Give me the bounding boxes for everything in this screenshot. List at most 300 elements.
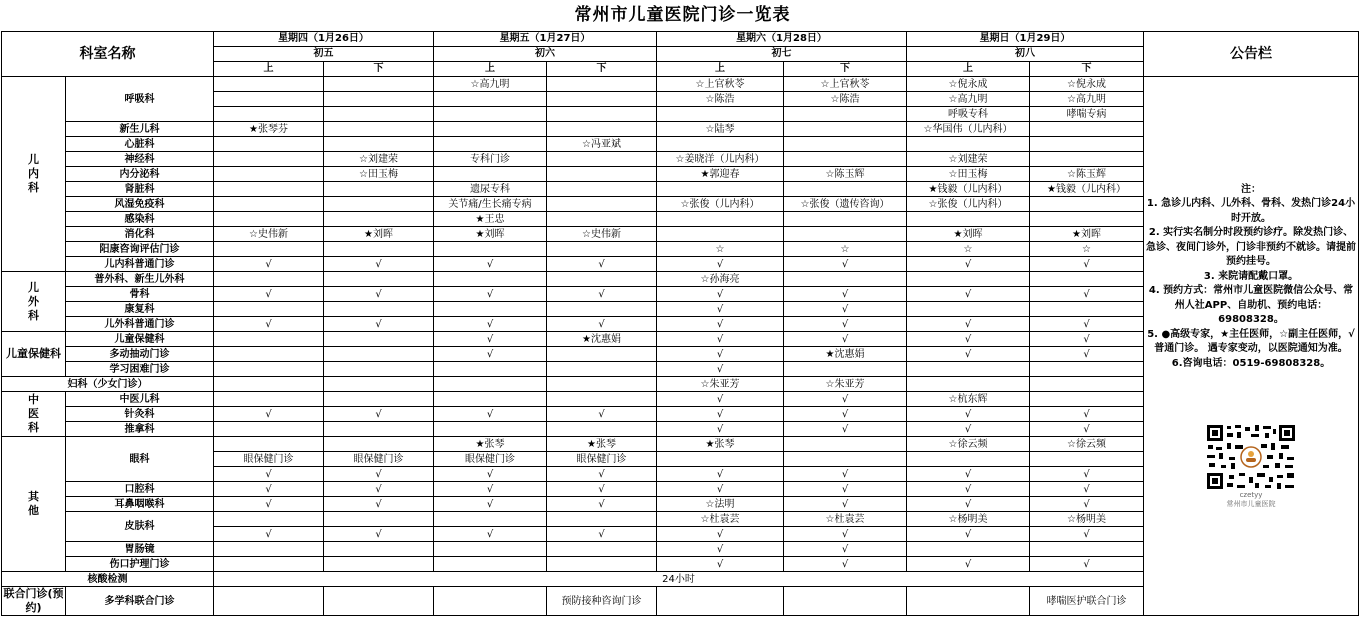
cell: ☆	[657, 242, 784, 257]
cell	[1030, 212, 1144, 227]
lunar-sun: 初八	[907, 47, 1144, 62]
cell: 遗尿专科	[434, 182, 547, 197]
cell: √	[784, 332, 907, 347]
cell	[784, 137, 907, 152]
cell	[784, 587, 907, 616]
cell	[214, 332, 324, 347]
cell	[214, 92, 324, 107]
cell: √	[324, 497, 434, 512]
cell: 预防接种咨询门诊	[547, 587, 657, 616]
dept-kouqiang: 口腔科	[66, 482, 214, 497]
cell	[214, 107, 324, 122]
cell: √	[434, 482, 547, 497]
cell	[214, 542, 324, 557]
cell: √	[434, 287, 547, 302]
notice-line: 1. 急诊儿内科、儿外科、骨科、发热门诊24小时开放。	[1146, 198, 1356, 224]
cell	[214, 302, 324, 317]
cell: √	[657, 302, 784, 317]
cell: ★郭迎春	[657, 167, 784, 182]
cell	[547, 122, 657, 137]
cell: ★沈惠娟	[784, 347, 907, 362]
cell	[657, 227, 784, 242]
cell: ★刘晖	[907, 227, 1030, 242]
category-surgery: 儿 外 科	[2, 272, 66, 332]
cell	[547, 92, 657, 107]
lunar-sat: 初七	[657, 47, 907, 62]
cell	[214, 242, 324, 257]
cell	[1030, 302, 1144, 317]
cell	[434, 422, 547, 437]
cell	[214, 422, 324, 437]
day-header-fri: 星期五（1月27日）	[434, 32, 657, 47]
cell: √	[214, 407, 324, 422]
cell: √	[907, 497, 1030, 512]
category-joint: 联合门诊(预约)	[3, 587, 64, 614]
cell	[547, 302, 657, 317]
cell: ★钱毅（儿内科）	[1030, 182, 1144, 197]
cell	[907, 137, 1030, 152]
cell: ☆	[784, 242, 907, 257]
cell	[547, 242, 657, 257]
cell: ☆陈玉辉	[784, 167, 907, 182]
cell	[434, 107, 547, 122]
cell	[324, 107, 434, 122]
cell	[324, 77, 434, 92]
cell: ☆张俊（遗传咨询）	[784, 197, 907, 212]
cell: ☆田玉梅	[324, 167, 434, 182]
cell: √	[657, 257, 784, 272]
cell: √	[214, 467, 324, 482]
cell: √	[1030, 257, 1144, 272]
cell: ☆姜晓洋（儿内科）	[657, 152, 784, 167]
cell: √	[657, 557, 784, 572]
cell	[547, 197, 657, 212]
cell	[324, 362, 434, 377]
cell	[784, 227, 907, 242]
cell: ☆张俊（儿内科）	[907, 197, 1030, 212]
cell: √	[907, 287, 1030, 302]
cell	[324, 272, 434, 287]
category-tcm: 中 医 科	[2, 392, 66, 437]
cell: ☆陆琴	[657, 122, 784, 137]
cell: √	[1030, 422, 1144, 437]
cell	[324, 542, 434, 557]
day-header-sat: 星期六（1月28日）	[657, 32, 907, 47]
cell	[434, 302, 547, 317]
cell	[784, 362, 907, 377]
cell: √	[214, 527, 324, 542]
cell: ☆高九明	[434, 77, 547, 92]
cell	[324, 332, 434, 347]
cell	[214, 212, 324, 227]
cell: √	[784, 557, 907, 572]
schedule-table	[1, 31, 1359, 616]
cell: √	[784, 407, 907, 422]
cell	[784, 122, 907, 137]
cell	[214, 347, 324, 362]
cell: √	[1030, 407, 1144, 422]
cell	[907, 302, 1030, 317]
cell	[324, 392, 434, 407]
cell: √	[907, 317, 1030, 332]
cell	[324, 242, 434, 257]
cell: ☆华国伟（儿内科）	[907, 122, 1030, 137]
cell: √	[657, 392, 784, 407]
cell	[434, 122, 547, 137]
cell	[1030, 272, 1144, 287]
cell	[907, 272, 1030, 287]
cell: √	[324, 287, 434, 302]
cell: √	[547, 257, 657, 272]
cell: √	[324, 317, 434, 332]
cell: ☆法明	[657, 497, 784, 512]
cell: √	[907, 407, 1030, 422]
cell	[547, 182, 657, 197]
category-other: 其 他	[2, 437, 66, 572]
notice-line: 注：	[1241, 183, 1261, 195]
cell	[1030, 197, 1144, 212]
cell: √	[547, 497, 657, 512]
cell	[1030, 377, 1144, 392]
dept-xuexi: 学习困难门诊	[66, 362, 214, 377]
cell: ☆张俊（儿内科）	[657, 197, 784, 212]
cell	[324, 347, 434, 362]
day-header-thu: 星期四（1月26日）	[214, 32, 434, 47]
cell	[434, 272, 547, 287]
cell	[1030, 452, 1144, 467]
cell: √	[547, 527, 657, 542]
cell: √	[657, 362, 784, 377]
cell: √	[784, 482, 907, 497]
dept-xiaohua: 消化科	[66, 227, 214, 242]
dept-zhenjiu: 针灸科	[66, 407, 214, 422]
cell: √	[1030, 497, 1144, 512]
cell: √	[784, 302, 907, 317]
am-label: 上	[434, 62, 547, 77]
cell: √	[214, 287, 324, 302]
cell	[547, 512, 657, 527]
cell: ☆陈玉辉	[1030, 167, 1144, 182]
cell: √	[434, 257, 547, 272]
cell: ★张琴芬	[214, 122, 324, 137]
cell: ☆	[907, 242, 1030, 257]
dept-puwai: 普外科、新生儿外科	[66, 272, 214, 287]
category-child-health: 儿童保健科	[2, 332, 66, 377]
cell	[214, 512, 324, 527]
cell: √	[547, 407, 657, 422]
cell: ☆陈浩	[657, 92, 784, 107]
notice-line: 5. ●高级专家，★主任医师，☆副主任医师，√普通门诊。 遇专家变动，以医院通知为准。	[1147, 328, 1355, 355]
pm-label: 下	[324, 62, 434, 77]
cell	[434, 512, 547, 527]
cell: ☆刘建荣	[324, 152, 434, 167]
cell: ★张琴	[657, 437, 784, 452]
cell	[784, 182, 907, 197]
cell: 眼保健门诊	[547, 452, 657, 467]
lunar-thu: 初五	[214, 47, 434, 62]
cell	[907, 542, 1030, 557]
cell: √	[784, 287, 907, 302]
cell: √	[1030, 467, 1144, 482]
dept-yangkang: 阳康咨询评估门诊	[66, 242, 214, 257]
cell	[324, 122, 434, 137]
cell: √	[784, 257, 907, 272]
cell	[214, 362, 324, 377]
cell	[907, 587, 1030, 616]
notice-board	[1144, 77, 1359, 616]
cell: √	[547, 467, 657, 482]
notice-line: 6.咨询电话：0519-69808328。	[1171, 357, 1331, 369]
cell: ☆倪永成	[1030, 77, 1144, 92]
cell: √	[784, 527, 907, 542]
dept-huxi: 呼吸科	[66, 77, 214, 122]
cell: √	[784, 542, 907, 557]
cell	[214, 182, 324, 197]
cell: ☆杜袁芸	[784, 512, 907, 527]
dept-fuke: 妇科（少女门诊）	[2, 377, 214, 392]
cell: 呼吸专科	[907, 107, 1030, 122]
cell: √	[907, 527, 1030, 542]
cell: √	[434, 347, 547, 362]
cell: √	[657, 542, 784, 557]
cell	[434, 377, 547, 392]
cell	[324, 137, 434, 152]
cell	[214, 152, 324, 167]
cell: ☆高九明	[1030, 92, 1144, 107]
pm-label: 下	[547, 62, 657, 77]
cell: ★张琴	[434, 437, 547, 452]
cell	[784, 272, 907, 287]
cell: ☆朱亚芳	[657, 377, 784, 392]
cell: √	[907, 557, 1030, 572]
cell: ☆杭东辉	[907, 392, 1030, 407]
cell	[547, 272, 657, 287]
lunar-fri: 初六	[434, 47, 657, 62]
cell: ☆杨明美	[907, 512, 1030, 527]
dept-xinzang: 心脏科	[66, 137, 214, 152]
cell	[214, 77, 324, 92]
cell	[547, 152, 657, 167]
pm-label: 下	[1030, 62, 1144, 77]
cell	[547, 557, 657, 572]
cell	[214, 137, 324, 152]
cell: √	[1030, 347, 1144, 362]
cell	[214, 557, 324, 572]
cell	[434, 92, 547, 107]
cell: √	[784, 422, 907, 437]
cell	[547, 542, 657, 557]
cell	[907, 377, 1030, 392]
qr-code-icon[interactable]	[1205, 423, 1297, 491]
cell	[214, 167, 324, 182]
dept-neiputong: 儿内科普通门诊	[66, 257, 214, 272]
notice-line: 4. 预约方式：常州市儿童医院微信公众号、常州人社APP、自助机、预约电话：69808328。	[1148, 285, 1354, 326]
cell: √	[547, 317, 657, 332]
cell: √	[907, 467, 1030, 482]
cell: 眼保健门诊	[324, 452, 434, 467]
cell: √	[657, 422, 784, 437]
dept-zhongyi: 中医儿科	[66, 392, 214, 407]
notice-line: 3. 来院请配戴口罩。	[1203, 270, 1299, 282]
cell: 哮喘医护联合门诊	[1030, 587, 1144, 616]
cell	[547, 422, 657, 437]
cell	[657, 587, 784, 616]
cell	[657, 107, 784, 122]
cell	[907, 362, 1030, 377]
cell: ★张琴	[547, 437, 657, 452]
cell: √	[657, 287, 784, 302]
cell: √	[1030, 332, 1144, 347]
cell	[657, 452, 784, 467]
cell: √	[324, 467, 434, 482]
cell	[324, 437, 434, 452]
cell: √	[907, 482, 1030, 497]
cell: √	[657, 527, 784, 542]
notice-header: 公告栏	[1144, 32, 1359, 77]
cell	[324, 197, 434, 212]
cell	[657, 212, 784, 227]
cell: √	[907, 422, 1030, 437]
cell	[784, 452, 907, 467]
page-title: 常州市儿童医院门诊一览表	[574, 5, 791, 25]
dept-neifenmi: 内分泌科	[66, 167, 214, 182]
cell: ☆徐云频	[907, 437, 1030, 452]
dept-waiputong: 儿外科普通门诊	[66, 317, 214, 332]
dept-duodong: 多动抽动门诊	[66, 347, 214, 362]
cell: 眼保健门诊	[214, 452, 324, 467]
cell: √	[214, 482, 324, 497]
cell: 专科门诊	[434, 152, 547, 167]
cell: ☆孙海亮	[657, 272, 784, 287]
cell: √	[657, 467, 784, 482]
cell: √	[907, 257, 1030, 272]
cell	[434, 587, 547, 616]
cell: ☆上官秋苓	[784, 77, 907, 92]
cell	[324, 182, 434, 197]
cell	[547, 347, 657, 362]
cell	[1030, 542, 1144, 557]
qr-caption: 常州市儿童医院	[1226, 500, 1276, 509]
cell	[214, 377, 324, 392]
cell	[547, 392, 657, 407]
dept-shenzang: 肾脏科	[66, 182, 214, 197]
cell: √	[1030, 287, 1144, 302]
cell: ☆刘建荣	[907, 152, 1030, 167]
category-pediatrics: 儿 内 科	[2, 77, 66, 272]
dept-header: 科室名称	[2, 32, 214, 77]
cell: √	[547, 482, 657, 497]
cell	[907, 452, 1030, 467]
dept-tuina: 推拿科	[66, 422, 214, 437]
cell: √	[907, 347, 1030, 362]
cell	[324, 587, 434, 616]
cell: √	[657, 317, 784, 332]
cell	[214, 587, 324, 616]
cell	[657, 182, 784, 197]
cell: √	[657, 347, 784, 362]
cell	[434, 137, 547, 152]
cell: √	[324, 527, 434, 542]
am-label: 上	[214, 62, 324, 77]
cell	[784, 212, 907, 227]
cell: ☆冯亚斌	[547, 137, 657, 152]
dept-baojian: 儿童保健科	[66, 332, 214, 347]
cell: √	[1030, 482, 1144, 497]
cell	[214, 392, 324, 407]
cell: √	[657, 407, 784, 422]
cell	[1030, 362, 1144, 377]
cell	[547, 212, 657, 227]
cell	[434, 392, 547, 407]
cell: ☆高九明	[907, 92, 1030, 107]
cell: √	[434, 467, 547, 482]
cell	[324, 212, 434, 227]
cell: ☆史伟新	[214, 227, 324, 242]
cell	[547, 167, 657, 182]
cell	[214, 272, 324, 287]
cell	[434, 557, 547, 572]
cell: √	[214, 257, 324, 272]
cell: √	[907, 332, 1030, 347]
dept-pifu: 皮肤科	[66, 512, 214, 542]
dept-shangkou: 伤口护理门诊	[66, 557, 214, 572]
dept-guke: 骨科	[66, 287, 214, 302]
cell: ☆徐云频	[1030, 437, 1144, 452]
cell: √	[324, 407, 434, 422]
cell	[434, 542, 547, 557]
cell	[324, 422, 434, 437]
cell: √	[657, 482, 784, 497]
cell: ★刘晖	[434, 227, 547, 242]
cell	[324, 557, 434, 572]
am-label: 上	[907, 62, 1030, 77]
cell-24h: 24小时	[214, 572, 1144, 587]
cell	[547, 107, 657, 122]
cell	[214, 437, 324, 452]
cell: ☆杨明美	[1030, 512, 1144, 527]
dept-hesuan: 核酸检测	[2, 572, 214, 587]
dept-xinsheng: 新生儿科	[66, 122, 214, 137]
cell	[324, 512, 434, 527]
cell	[324, 377, 434, 392]
cell: ☆	[1030, 242, 1144, 257]
cell: ★刘晖	[1030, 227, 1144, 242]
cell: ☆史伟新	[547, 227, 657, 242]
dept-fengshi: 风湿免疫科	[66, 197, 214, 212]
notice-line: 2. 实行实名制分时段预约诊疗。除发热门诊、急诊、夜间门诊外，门诊非预约不就诊。请提前预约挂号。	[1146, 227, 1356, 268]
cell: √	[434, 332, 547, 347]
cell	[324, 302, 434, 317]
cell: ★刘晖	[324, 227, 434, 242]
dept-shenjing: 神经科	[66, 152, 214, 167]
dept-erbihou: 耳鼻咽喉科	[66, 497, 214, 512]
cell	[1030, 152, 1144, 167]
cell	[547, 377, 657, 392]
cell: ★钱毅（儿内科）	[907, 182, 1030, 197]
cell	[547, 362, 657, 377]
cell	[434, 242, 547, 257]
cell: 哮喘专病	[1030, 107, 1144, 122]
cell: ★沈惠娟	[547, 332, 657, 347]
cell: √	[1030, 317, 1144, 332]
cell: √	[324, 482, 434, 497]
cell: 关节痛/生长痛专病	[434, 197, 547, 212]
cell	[784, 107, 907, 122]
qr-caption: czetyy	[1239, 491, 1263, 500]
cell	[547, 77, 657, 92]
am-label: 上	[657, 62, 784, 77]
cell	[784, 152, 907, 167]
